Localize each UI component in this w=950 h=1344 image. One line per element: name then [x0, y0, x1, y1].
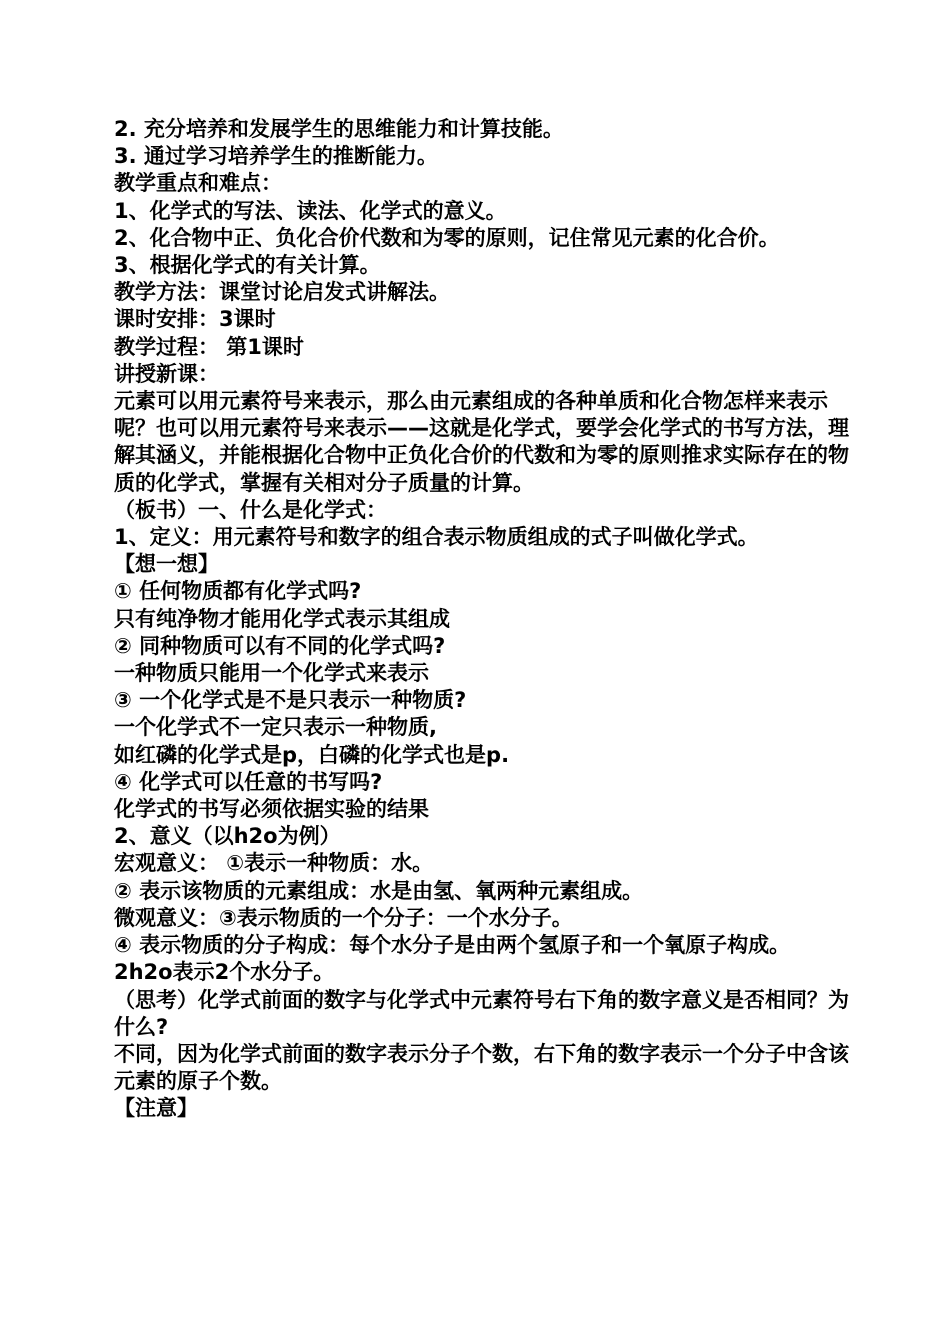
text-line: 1、定义：用元素符号和数字的组合表示物质组成的式子叫做化学式。 — [114, 525, 759, 550]
question-line: ① 任何物质都有化学式吗? — [114, 579, 362, 604]
question-line: ② 同种物质可以有不同的化学式吗? — [114, 633, 446, 658]
section-heading: （板书）一、什么是化学式： — [114, 497, 387, 522]
section-heading: 【注意】 — [114, 1096, 198, 1121]
text-paragraph: 2、化合物中正、负化合价代数和为零的原则，记住常见元素的化合价。 — [114, 225, 780, 250]
text-paragraph: （思考）化学式前面的数字与化学式中元素符号右下角的数字意义是否相同？为什么? — [114, 987, 849, 1039]
text-line: 课时安排：3课时 — [114, 307, 276, 332]
answer-line: 只有纯净物才能用化学式表示其组成 — [114, 606, 450, 631]
section-heading: 【想一想】 — [114, 552, 219, 577]
text-paragraph: 不同，因为化学式前面的数字表示分子个数，右下角的数字表示一个分子中含该元素的原子个数。 — [114, 1041, 849, 1094]
answer-line: 一种物质只能用一个化学式来表示 — [114, 661, 429, 686]
answer-line: 化学式的书写必须依据实验的结果 — [114, 797, 429, 822]
text-line: 1、化学式的写法、读法、化学式的意义。 — [114, 198, 507, 223]
text-paragraph: ④ 表示物质的分子构成：每个水分子是由两个氢原子和一个氧原子构成。 — [114, 933, 791, 958]
text-line: 宏观意义： ①表示一种物质：水。 — [114, 851, 434, 876]
text-line: 3. 通过学习培养学生的推断能力。 — [114, 144, 438, 169]
text-line: ② 表示该物质的元素组成：水是由氢、氧两种元素组成。 — [114, 878, 644, 903]
text-paragraph: 元素可以用元素符号来表示，那么由元素组成的各种单质和化合物怎样来表示呢？也可以用元素符号来表示——这就是化学式，要学会化学式的书写方法，理解其涵义，并能根据化合物中正负化合价的代数和为零的原则推求实际存在的物质的化学式，掌握有关相对分子质量的计算。 — [114, 389, 849, 495]
section-heading: 教学重点和难点： — [114, 171, 282, 196]
question-line: ④ 化学式可以任意的书写吗? — [114, 769, 383, 794]
answer-line: 一个化学式不一定只表示一种物质, — [114, 715, 437, 740]
text-line: 3、根据化学式的有关计算。 — [114, 253, 381, 278]
text-line: 教学过程： 第1课时 — [114, 334, 304, 359]
section-heading: 讲授新课： — [114, 361, 219, 386]
text-line: 2、意义（以h2o为例） — [114, 824, 341, 849]
text-line: 教学方法：课堂讨论启发式讲解法。 — [114, 280, 450, 305]
text-line: 2. 充分培养和发展学生的思维能力和计算技能。 — [114, 117, 564, 141]
question-line: ③ 一个化学式是不是只表示一种物质? — [114, 688, 467, 713]
text-line: 2h2o表示2个水分子。 — [114, 960, 335, 985]
answer-line: 如红磷的化学式是p，白磷的化学式也是p. — [114, 742, 510, 767]
text-line: 微观意义：③表示物质的一个分子：一个水分子。 — [114, 905, 573, 930]
